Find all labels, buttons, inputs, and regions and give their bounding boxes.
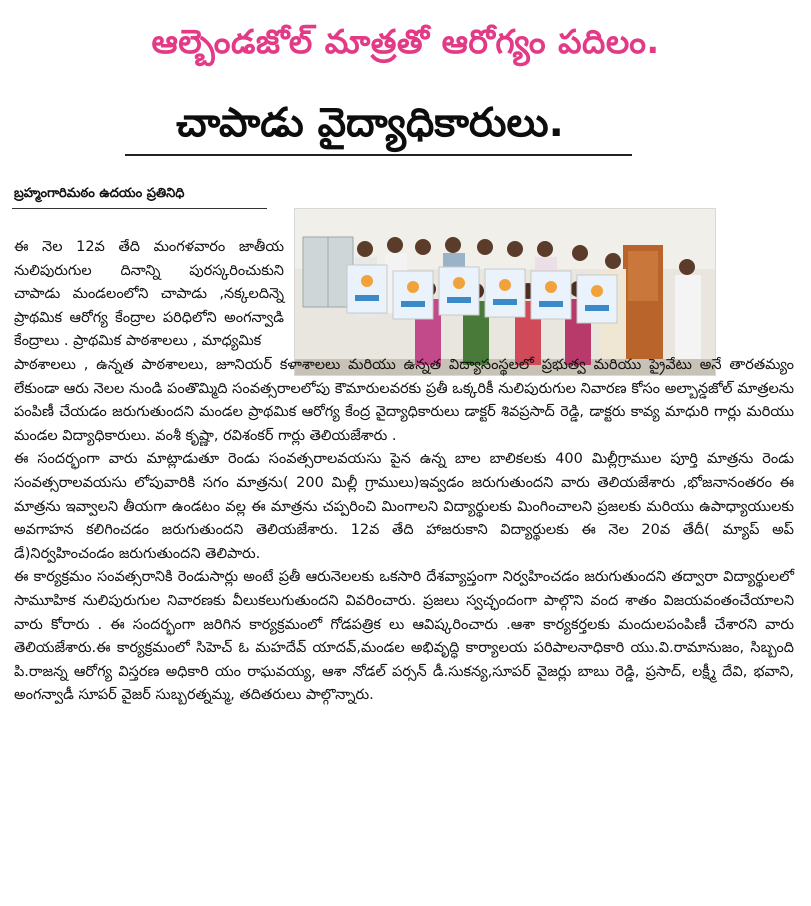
article-paragraph-1: పాఠశాలలు , ఉన్నత పాఠశాలలు, జూనియర్ కళాశాలలు మరియు ఉన్నత విద్యాసంస్థలలో ప్రభుత్వ మరియు ప్రైవేటు అనే తారతమ్యం లేకుండా ఆరు నెలల నుండి పంతొమ్మిది సంవత్సరాలలోపు కౌమారులవరకు ప్రతీ ఒక్కరికీ నులిపురుగుల నివారణ కోసం అల్బాన్డజోల్ మాత్రలను పంపిణీ చేయడం జరుగుతుందని మండల ప్రాథమిక ఆరోగ్య కేంద్ర వైద్యాధికారులు డాక్టర్ శివప్రసాద్ రెడ్డి, డాక్టరు కావ్య మాధురి గార్లు మరియు మండల విద్యాధికారులు. వంశీ కృష్ణా, రవిశంకర్ గార్లు తెలియజేశారు . bbox=[14, 356, 794, 444]
subheadline: చాపాడు వైద్యాధికారులు. bbox=[176, 100, 564, 146]
subheadline-underline bbox=[125, 154, 632, 156]
dateline: బ్రహ్మంగారిమఠం ఉదయం ప్రతినిధి bbox=[14, 186, 185, 201]
article-paragraph-2: ఈ సందర్భంగా వారు మాట్లాడుతూ రెండు సంవత్సరాలవయసు పైన ఉన్న బాల బాలికలకు 400 మిల్లీగ్రాముల పూర్తి మాత్రను రెండు సంవత్సరాలవయసు లోపువారికి సగం మాత్రను( 200 మిల్లీ గ్రాములు)ఇవ్వడం జరుగుతుందని వారు తెలియజేశారు ,భోజనానంతరం ఈ మాత్రను ఇవ్వాలని తీయగా ఉండటం వల్ల ఈ మాత్రను చప్పరించి మింగాలని విద్యార్థులకు మింగించాలని ప్రజలకు మరియు ఉపాధ్యాయులకు అవగాహన కలిగించడం జరుగుతుందని తెలియజేశారు. 12వ తేది హాజరుకాని విద్యార్థులకు ఈ నెల 20వ తేదీ( మ్యాప్ అప్ డే)నిర్వహించండం జరుగుతుందని తెలిపారు. bbox=[14, 451, 794, 562]
headline: ఆల్బెండజోల్ మాత్రతో ఆరోగ్యం పదిలం. bbox=[151, 22, 660, 61]
article-intro: ఈ నెల 12వ తేది మంగళవారం జాతీయ నులిపురుగుల దినాన్ని పురస్కరించుకుని చాపాడు మండలంలోని చాపాడు ,నక్కలదిన్నె ప్రాథమిక ఆరోగ్య కేంద్రాల పరిధిలోని అంగన్వాడి కేంద్రాలు . ప్రాథమిక పాఠశాలలు , మాధ్యమిక bbox=[14, 239, 284, 350]
article-body bbox=[14, 236, 794, 708]
article-paragraph-3: ఈ కార్యక్రమం సంవత్సరానికి రెండుసార్లు అంటే ప్రతీ ఆరునెలలకు ఒకసారి దేశవ్యాప్తంగా నిర్వహించడం జరుగుతుందని తద్వారా విద్యార్థులలో సామూహిక నులిపురుగుల నివారణకు వీలుకలుగుతుందని వివరించారు. ప్రజలు స్వచ్ఛందంగా పాల్గొని వంద శాతం విజయవంతంచేయాలని వారు కోరారు . ఈ సందర్భంగా జరిగిన కార్యక్రమంలో గోడపత్రిక లు ఆవిష్కరించారు .ఆశా కార్యకర్తలకు మందులపంపిణీ చేశారని వారు తెలియజేశారు.ఈ కార్యక్రమంలో సిహెచ్ ఓ మహదేవ్ యాదవ్,మండల అభివృద్ధి కార్యాలయ పరిపాలనాధికారి యు.వి.రామానుజం, సిబ్బంది పి.రాజన్న ఆరోగ్య విస్తరణ అధికారి యం రాఘవయ్య, ఆశా నోడల్ పర్సన్ డీ.సుకన్య,సూపర్ వైజర్లు బాబు రెడ్డి, ప్రసాద్, లక్ష్మీ దేవి, భవాని, అంగన్వాడీ సూపర్ వైజర్ సుబ్బరత్నమ్మ, తదితరులు పాల్గొన్నారు. bbox=[14, 569, 794, 704]
dateline-underline bbox=[12, 208, 267, 209]
